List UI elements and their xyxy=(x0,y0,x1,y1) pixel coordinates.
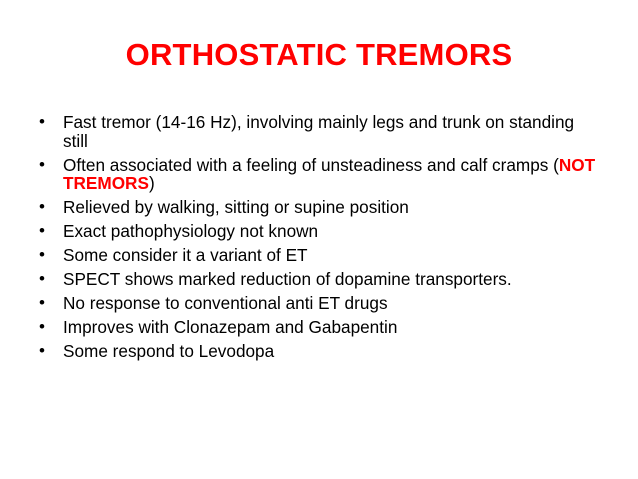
bullet-icon: • xyxy=(39,197,45,216)
bullet-icon: • xyxy=(39,341,45,360)
bullet-item xyxy=(39,113,599,150)
bullet-text: Some consider it a variant of ET xyxy=(63,245,308,265)
bullet-item xyxy=(39,318,599,337)
bullet-item xyxy=(39,222,599,241)
bullet-item xyxy=(39,342,599,361)
bullet-icon: • xyxy=(39,112,45,131)
bullet-item xyxy=(39,246,599,265)
bullet-text-before: Often associated with a feeling of unsteadiness and calf cramps ( xyxy=(63,154,559,175)
bullet-icon: • xyxy=(39,317,45,336)
bullet-icon: • xyxy=(39,221,45,240)
bullet-icon: • xyxy=(39,269,45,288)
bullet-text: Fast tremor (14-16 Hz), involving mainly legs and trunk on standing still xyxy=(63,112,575,151)
bullet-icon: • xyxy=(39,245,45,264)
bullet-item xyxy=(39,156,599,193)
bullet-text: Some respond to Levodopa xyxy=(63,341,275,361)
bullet-item xyxy=(39,198,599,217)
slide-title: ORTHOSTATIC TREMORS xyxy=(125,37,513,72)
bullet-text: SPECT shows marked reduction of dopamine transporters. xyxy=(63,269,512,289)
bullet-text: Relieved by walking, sitting or supine position xyxy=(63,197,409,217)
bullet-text: No response to conventional anti ET drugs xyxy=(63,293,388,313)
bullet-text: Exact pathophysiology not known xyxy=(63,221,319,241)
bullet-text: Improves with Clonazepam and Gabapentin xyxy=(63,317,398,337)
bullet-item xyxy=(39,270,599,289)
bullet-icon: • xyxy=(39,154,45,174)
not-tremors-highlight: NOT TREMORS xyxy=(63,154,596,193)
bullet-text-after: ) xyxy=(148,173,155,193)
bullet-list xyxy=(39,113,599,366)
bullet-icon: • xyxy=(39,293,45,312)
bullet-item xyxy=(39,294,599,313)
